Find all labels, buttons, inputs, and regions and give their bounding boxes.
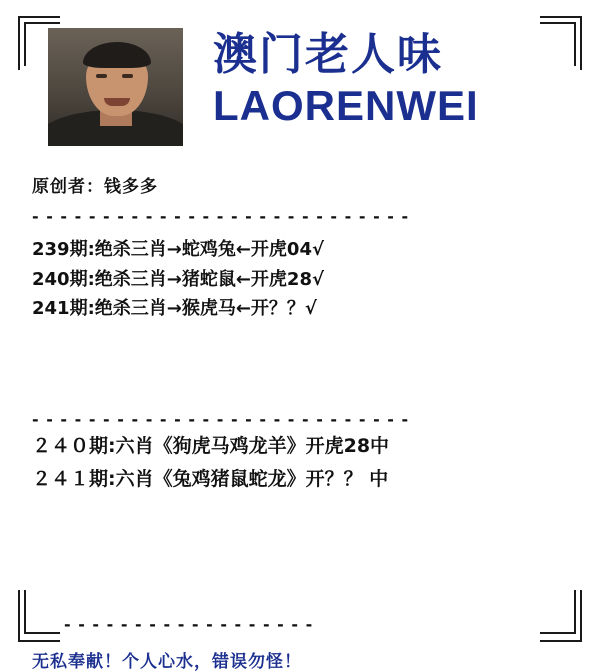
- prediction-line: 240期:绝杀三肖→猪蛇鼠←开虎28√: [32, 268, 324, 290]
- frame-corner-bottom-right-v: [574, 590, 576, 634]
- frame-corner-top-left-h: [24, 22, 62, 24]
- prediction-line: 239期:绝杀三肖→蛇鸡兔←开虎04√: [32, 239, 324, 260]
- frame-corner-bottom-left-h: [24, 632, 62, 634]
- prediction-line: ２４０期:六肖《狗虎马鸡龙羊》开虎28中: [32, 435, 390, 458]
- frame-corner-top-right-h: [538, 22, 576, 24]
- frame-corner-top-right-v: [574, 22, 576, 66]
- footer-note: 无私奉献！个人心水，错误勿怪！: [32, 651, 302, 672]
- title-group: [213, 28, 479, 129]
- portrait-photo: [48, 28, 183, 146]
- frame-corner-bottom-left-v: [24, 590, 26, 634]
- divider-two: - - - - - - - - - - - - - - - - - - - - - - - - - - -: [32, 410, 410, 430]
- prediction-line: ２４１期:六肖《兔鸡猪鼠蛇龙》开？？ 中: [32, 468, 389, 491]
- spacer-one: [28, 324, 572, 400]
- poster-content: [28, 28, 572, 672]
- portrait-eye-left: [96, 74, 107, 78]
- poster-header: [28, 28, 572, 146]
- frame-gap-left: [12, 70, 28, 590]
- section-two: [32, 430, 572, 497]
- portrait-mouth: [104, 98, 130, 106]
- section-one: [32, 235, 572, 324]
- title-english: LAORENWEI: [213, 81, 479, 129]
- portrait-eye-right: [122, 74, 133, 78]
- divider-three: - - - - - - - - - - - - - - - - - -: [64, 614, 314, 634]
- frame-corner-top-left-v: [24, 22, 26, 66]
- author-line: 原创者：钱多多: [32, 177, 158, 197]
- frame-gap-top: [60, 10, 540, 26]
- title-chinese: 澳门老人味: [213, 29, 443, 80]
- spacer-two: [28, 497, 572, 615]
- divider-one: - - - - - - - - - - - - - - - - - - - - - - - - - - -: [32, 207, 410, 226]
- prediction-line: 241期:绝杀三肖→猴虎马←开？？√: [32, 298, 317, 320]
- frame-gap-right: [572, 70, 588, 590]
